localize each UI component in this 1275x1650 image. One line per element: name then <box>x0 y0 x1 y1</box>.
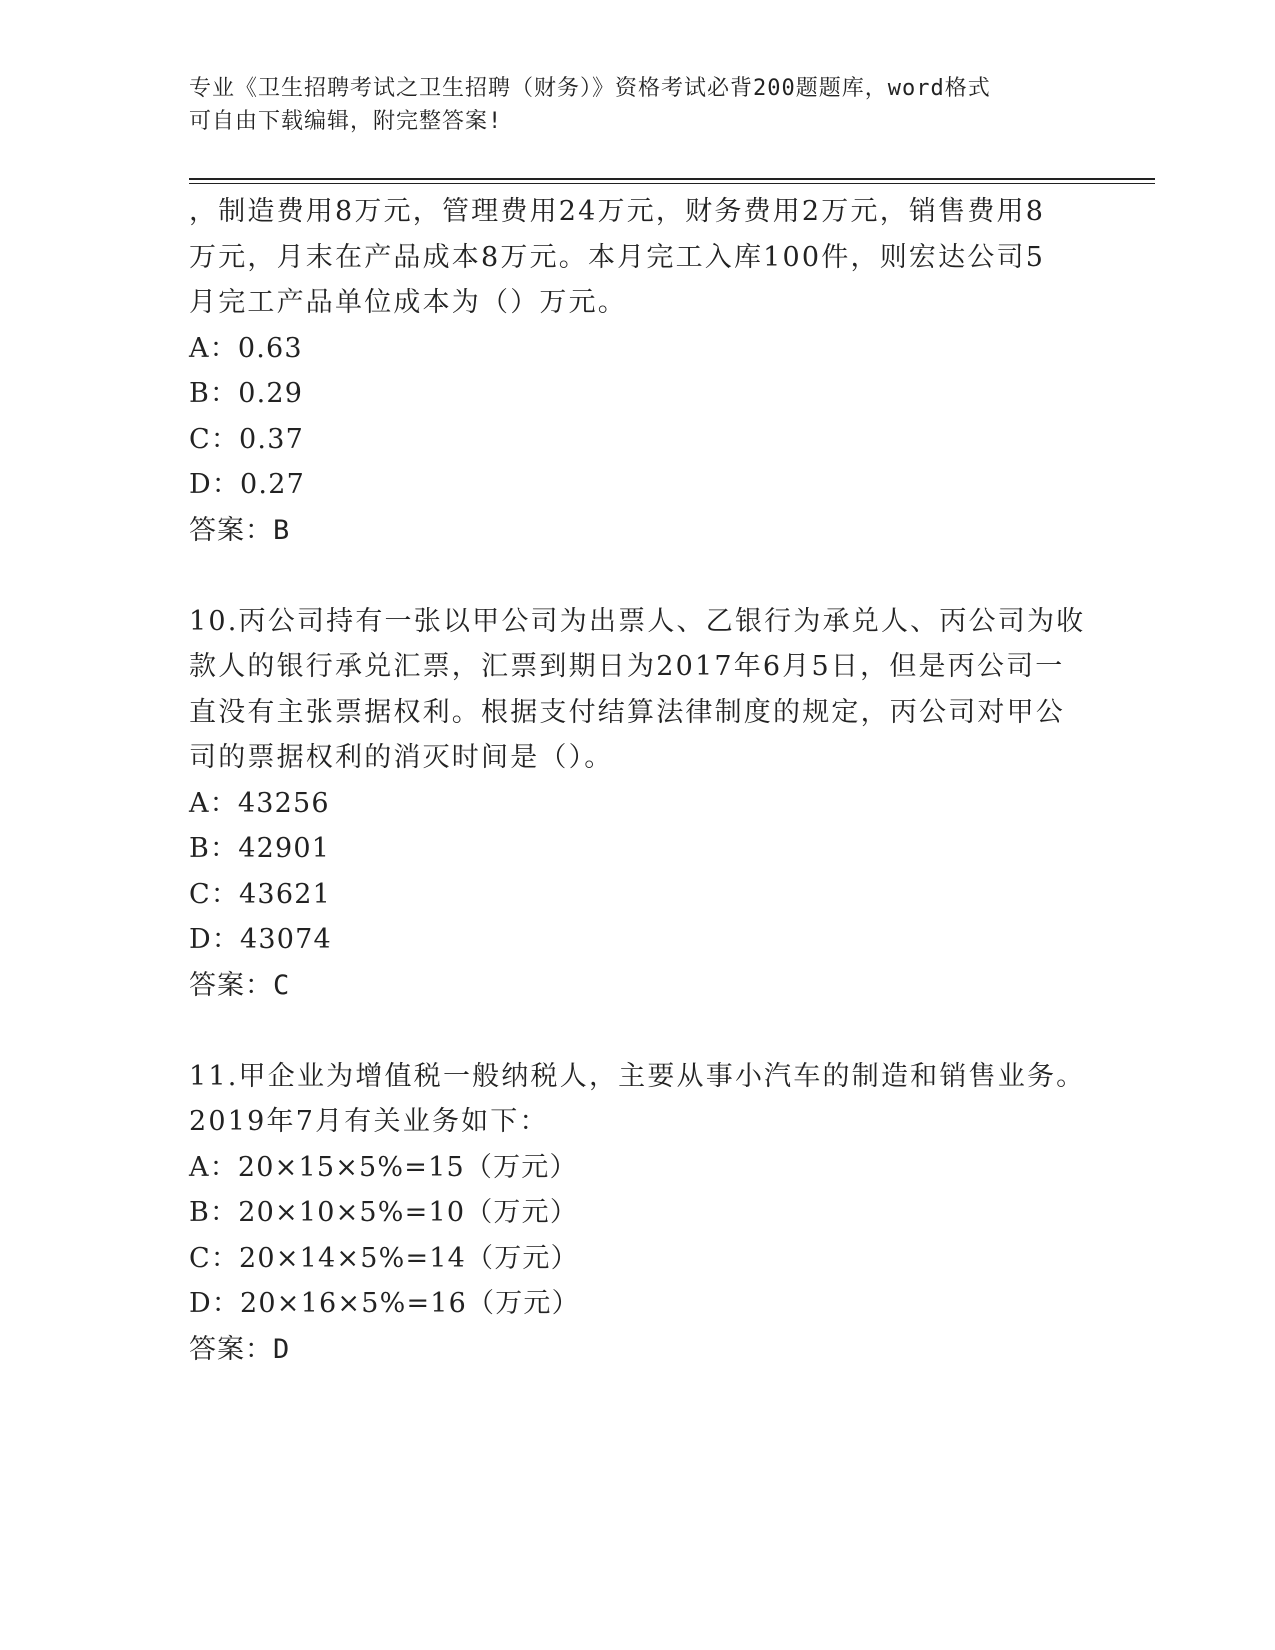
question-text-line: 2019年7月有关业务如下： <box>189 1106 549 1137</box>
question-text-line: 万元，月末在产品成本8万元。本月完工入库100件，则宏达公司5 <box>189 241 1046 273</box>
question-text-line: 10.丙公司持有一张以甲公司为出票人、乙银行为承兑人、丙公司为收 <box>189 605 1086 637</box>
question-text-line: 月完工产品单位成本为（）万元。 <box>189 287 627 318</box>
option-b: B：20×10×5%=10（万元） <box>189 1197 579 1228</box>
answer-label: 答案：B <box>189 514 291 546</box>
document-header <box>189 72 1079 138</box>
answer-label: 答案：C <box>189 969 291 1001</box>
option-a: A：20×15×5%=15（万元） <box>189 1151 578 1183</box>
question-text-line: 直没有主张票据权利。根据支付结算法律制度的规定，丙公司对甲公 <box>189 696 1065 728</box>
answer-label: 答案：D <box>189 1333 291 1365</box>
option-d: D：0.27 <box>189 469 305 500</box>
question-10 <box>189 599 1089 1009</box>
question-text-line: 司的票据权利的消灭时间是（）。 <box>189 742 614 773</box>
option-a: A：0.63 <box>189 332 303 364</box>
question-text-line: 11.甲企业为增值税一般纳税人，主要从事小汽车的制造和销售业务。 <box>189 1060 1086 1092</box>
option-d: D：43074 <box>189 924 332 955</box>
header-divider-thin <box>189 183 1155 184</box>
question-text-line: ，制造费用8万元，管理费用24万元，财务费用2万元，销售费用8 <box>189 196 1046 227</box>
option-c: C：0.37 <box>189 423 304 455</box>
question-spacer <box>189 1008 1089 1054</box>
header-title-line-2: 可自由下载编辑，附完整答案! <box>189 109 503 134</box>
question-spacer <box>189 553 1089 599</box>
option-c: C：43621 <box>189 878 331 910</box>
option-c: C：20×14×5%=14（万元） <box>189 1242 579 1274</box>
header-title-line-1: 专业《卫生招聘考试之卫生招聘（财务）》资格考试必背200题题库，word格式 <box>189 76 991 101</box>
option-b: B：42901 <box>189 833 331 864</box>
option-d: D：20×16×5%=16（万元） <box>189 1288 580 1319</box>
header-divider-thick <box>189 178 1155 180</box>
question-text-line: 款人的银行承兑汇票，汇票到期日为2017年6月5日，但是丙公司一 <box>189 651 1065 682</box>
question-11 <box>189 1054 1089 1373</box>
option-a: A：43256 <box>189 787 330 819</box>
question-list <box>189 189 1089 1372</box>
question-9 <box>189 189 1089 553</box>
option-b: B：0.29 <box>189 378 304 409</box>
